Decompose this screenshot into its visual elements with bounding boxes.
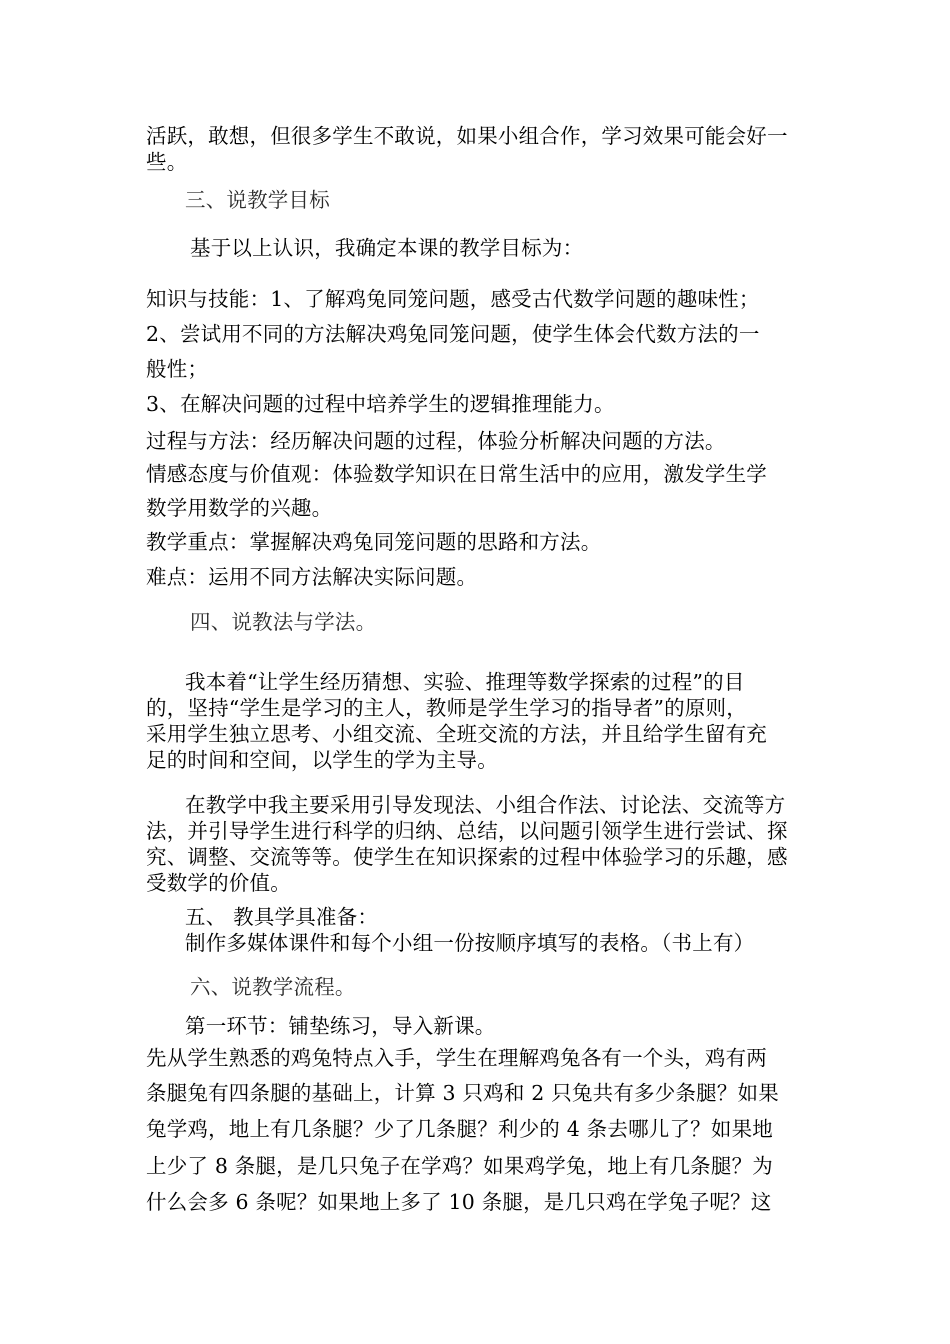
paragraph-line: 兔学鸡，地上有几条腿？少了几条腿？利少的 4 条去哪儿了？如果地 [146, 1117, 773, 1141]
paragraph-line: 究、调整、交流等等。使学生在知识探索的过程中体验学习的乐趣，感 [146, 845, 788, 869]
paragraph-line: 条腿兔有四条腿的基础上，计算 3 只鸡和 2 只兔共有多少条腿？如果 [146, 1081, 779, 1105]
section-heading: 六、说教学流程。 [190, 975, 356, 999]
paragraph-line: 受数学的价值。 [146, 871, 291, 895]
paragraph-line: 教学重点：掌握解决鸡兔同笼问题的思路和方法。 [146, 530, 602, 554]
paragraph-line: 些。 [146, 150, 188, 174]
paragraph-line: 活跃，敢想，但很多学生不敢说，如果小组合作，学习效果可能会好一 [146, 124, 788, 148]
paragraph-line: 先从学生熟悉的鸡兔特点入手，学生在理解鸡兔各有一个头，鸡有两 [146, 1046, 767, 1070]
paragraph-line: 基于以上认识，我确定本课的教学目标为： [190, 236, 584, 260]
paragraph-line: 第一环节：铺垫练习，导入新课。 [185, 1014, 496, 1038]
paragraph-line: 法，并引导学生进行科学的归纳、总结，以问题引领学生进行尝试、探 [146, 819, 788, 843]
section-heading: 三、说教学目标 [185, 188, 330, 212]
paragraph-line: 数学用数学的兴趣。 [146, 496, 333, 520]
paragraph-line: 我本着“让学生经历猜想、实验、推理等数学探索的过程”的目 [185, 670, 745, 694]
section-heading: 四、说教法与学法。 [190, 610, 377, 634]
paragraph-line: 难点：运用不同方法解决实际问题。 [146, 565, 478, 589]
paragraph-line: 情感态度与价值观：体验数学知识在日常生活中的应用，激发学生学 [146, 462, 767, 486]
paragraph-line: 上少了 8 条腿，是几只兔子在学鸡？如果鸡学兔，地上有几条腿？为 [146, 1154, 773, 1178]
section-heading: 五、 教具学具准备： [185, 905, 379, 929]
paragraph-line: 2、尝试用不同的方法解决鸡兔同笼问题，使学生体会代数方法的一 [146, 322, 760, 346]
paragraph-line: 过程与方法：经历解决问题的过程，体验分析解决问题的方法。 [146, 429, 726, 453]
paragraph-line: 般性； [146, 357, 209, 381]
paragraph-line: 足的时间和空间，以学生的学为主导。 [146, 748, 498, 772]
paragraph-line: 在教学中我主要采用引导发现法、小组合作法、讨论法、交流等方 [185, 793, 786, 817]
paragraph-line: 什么会多 6 条呢？如果地上多了 10 条腿，是几只鸡在学兔子呢？这 [146, 1190, 772, 1214]
paragraph-line: 采用学生独立思考、小组交流、全班交流的方法，并且给学生留有充 [146, 722, 767, 746]
paragraph-line: 制作多媒体课件和每个小组一份按顺序填写的表格。（书上有） [185, 931, 755, 955]
paragraph-line: 的，坚持“学生是学习的主人，教师是学生学习的指导者”的原则， [146, 696, 747, 720]
paragraph-line: 知识与技能：1、了解鸡兔同笼问题，感受古代数学问题的趣味性； [146, 287, 760, 311]
paragraph-line: 3、在解决问题的过程中培养学生的逻辑推理能力。 [146, 392, 615, 416]
